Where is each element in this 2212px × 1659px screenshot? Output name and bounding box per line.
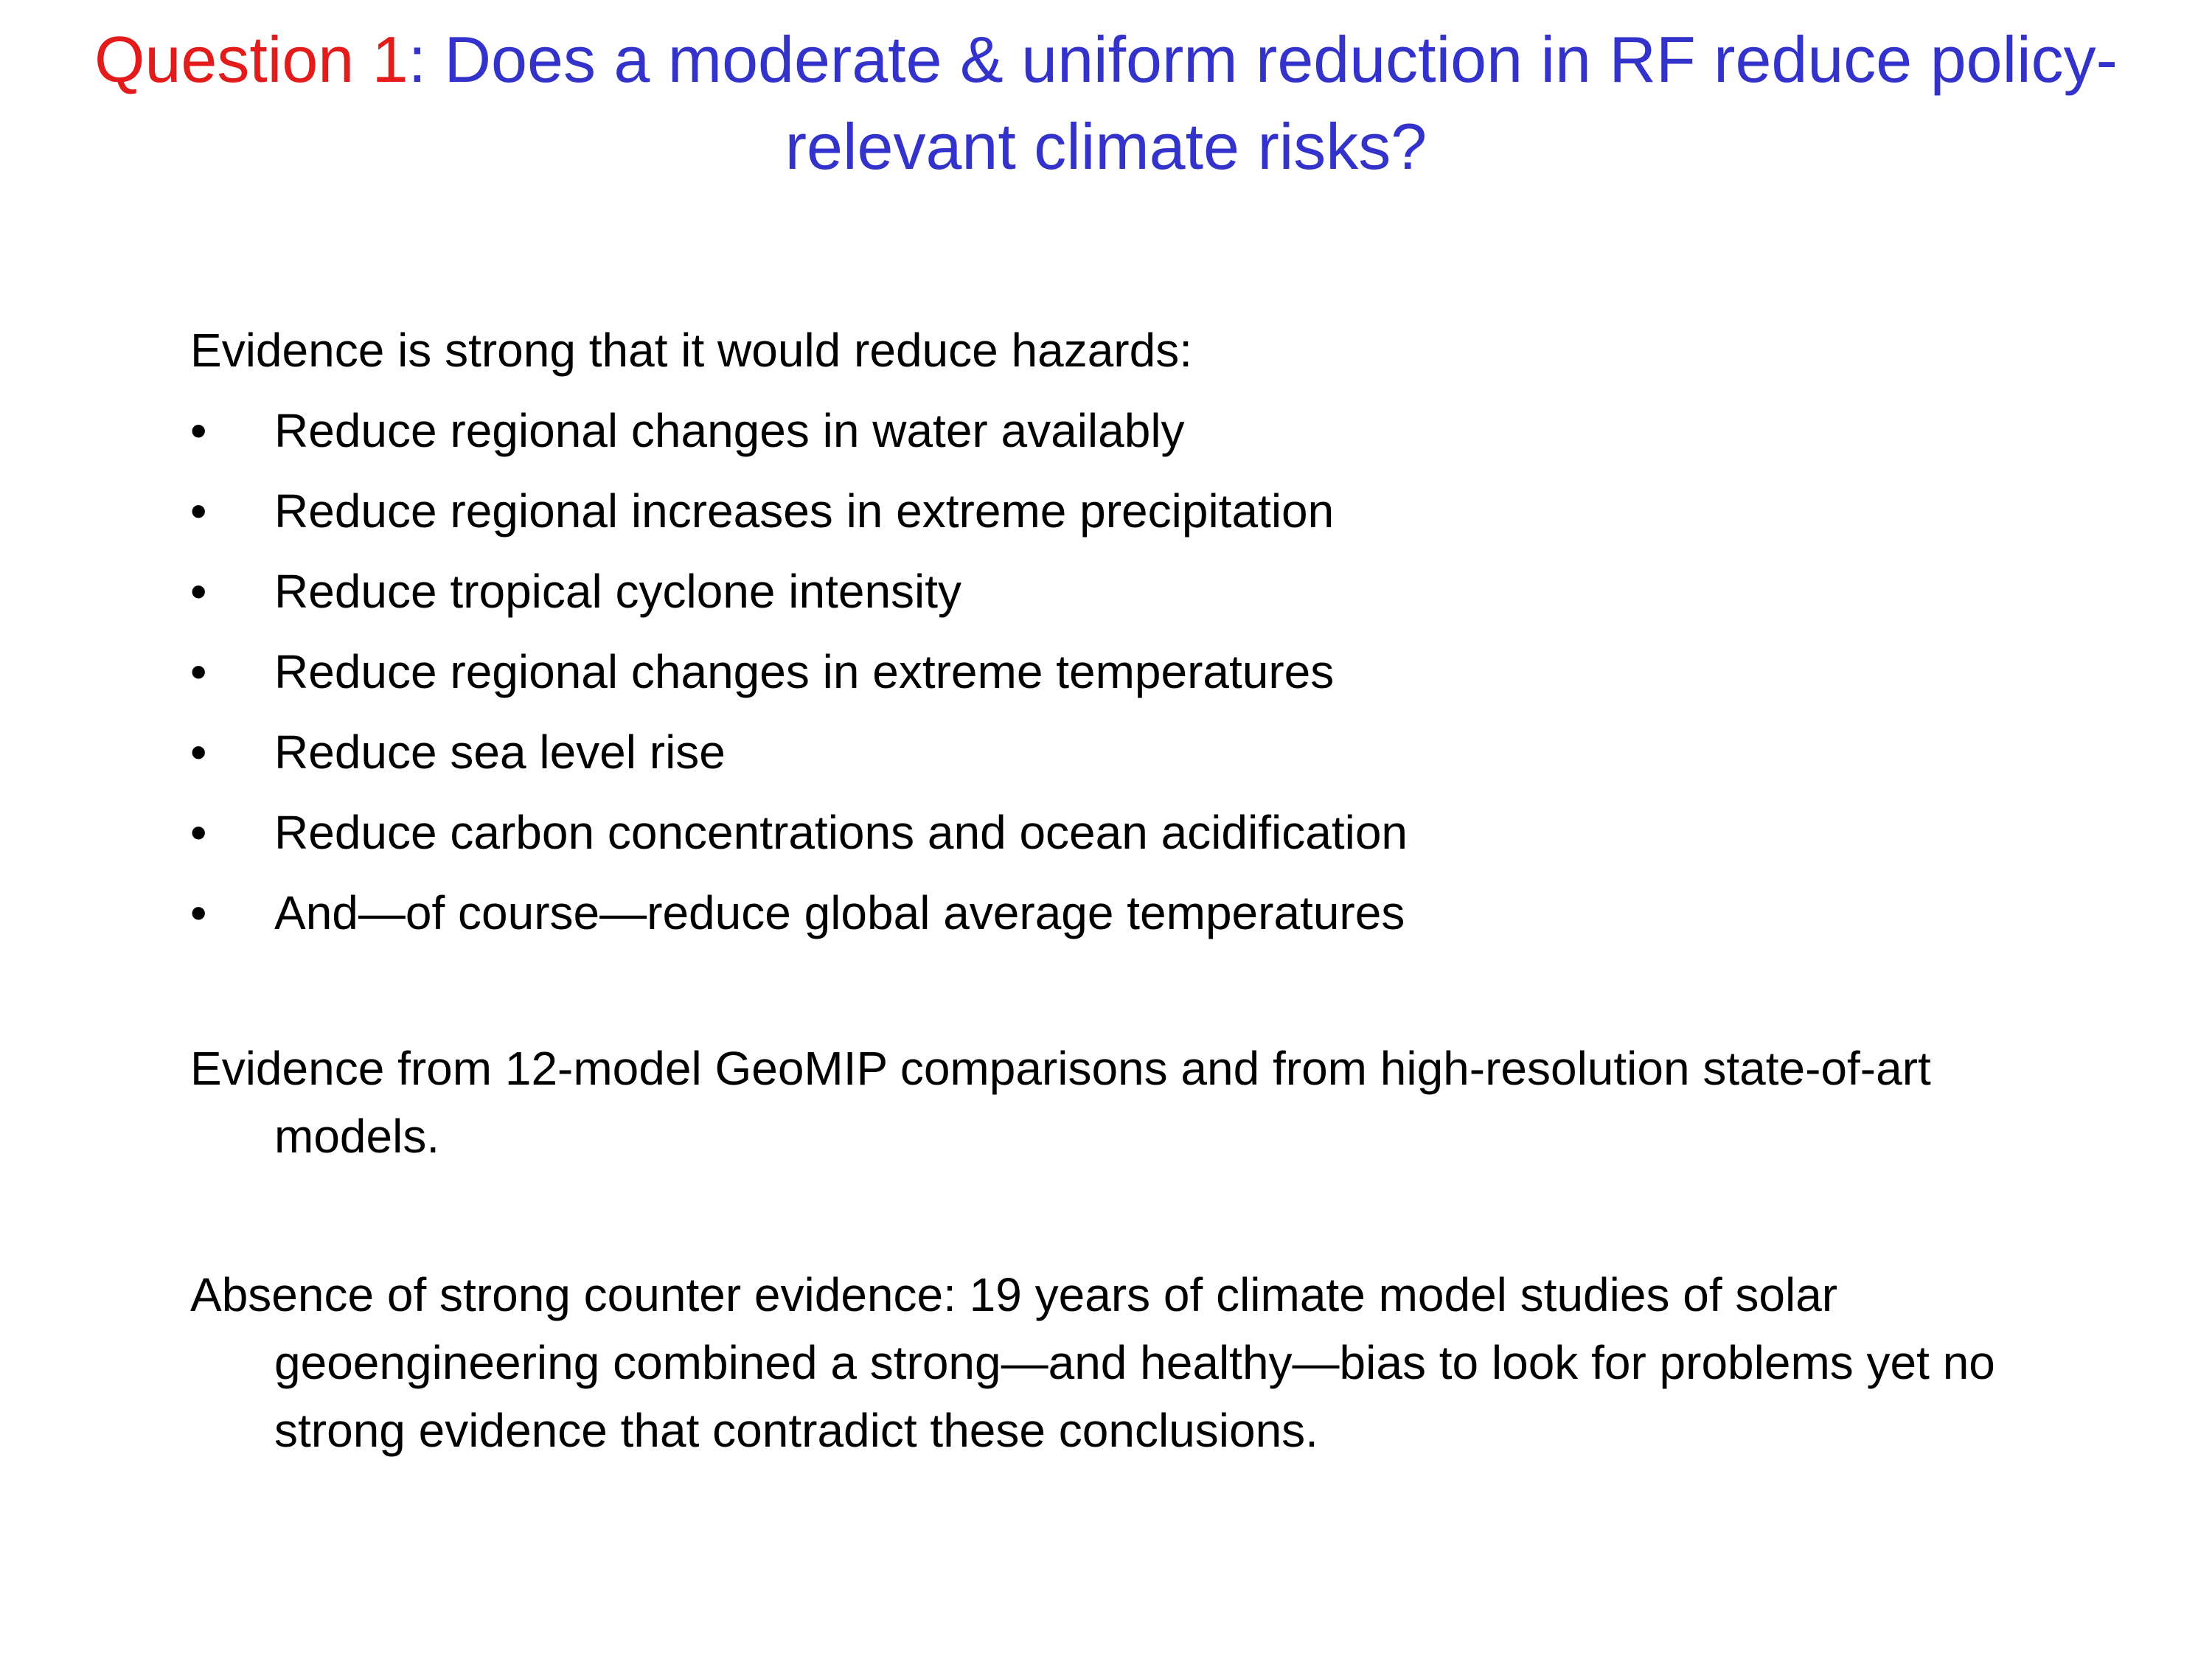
bullet-icon: • — [190, 886, 207, 939]
list-item — [190, 793, 2078, 873]
list-item-text: Reduce sea level rise — [274, 726, 726, 779]
question-text: : Does a moderate & uniform reduction in RF reduce policy-relevant climate risks? — [408, 23, 2118, 183]
bullet-icon: • — [190, 484, 207, 538]
bullet-icon: • — [190, 645, 207, 698]
hazard-list — [190, 391, 2078, 953]
bullet-icon: • — [190, 565, 207, 618]
list-item — [190, 632, 2078, 712]
question-label: Question 1 — [94, 23, 408, 96]
counter-evidence-paragraph: Absence of strong counter evidence: 19 years of climate model studies of solar geoengineering combined a strong—and healthy—bias to look for problems yet no strong evidence that contradict these conclusions. — [190, 1268, 1995, 1457]
list-item — [190, 552, 2078, 632]
bullet-icon: • — [190, 404, 207, 457]
list-item-text: Reduce regional changes in extreme temperatures — [274, 645, 1335, 698]
list-item-text: Reduce carbon concentrations and ocean acidification — [274, 806, 1408, 859]
list-item-text: Reduce regional increases in extreme precipitation — [274, 484, 1335, 538]
list-item-text: Reduce regional changes in water availably — [274, 404, 1185, 457]
geomip-evidence-paragraph: Evidence from 12-model GeoMIP comparisons and from high-resolution state-of-art models. — [190, 1042, 1931, 1163]
bullet-icon: • — [190, 726, 207, 779]
list-item-text: Reduce tropical cyclone intensity — [274, 565, 962, 618]
slide-title — [37, 16, 2175, 190]
list-item — [190, 873, 2078, 953]
list-item — [190, 471, 2078, 552]
list-item-text: And—of course—reduce global average temperatures — [274, 886, 1405, 939]
bullet-icon: • — [190, 806, 207, 859]
intro-text: Evidence is strong that it would reduce hazards: — [190, 324, 1192, 377]
list-item — [190, 391, 2078, 471]
slide-body — [190, 310, 2078, 1464]
list-item — [190, 712, 2078, 793]
